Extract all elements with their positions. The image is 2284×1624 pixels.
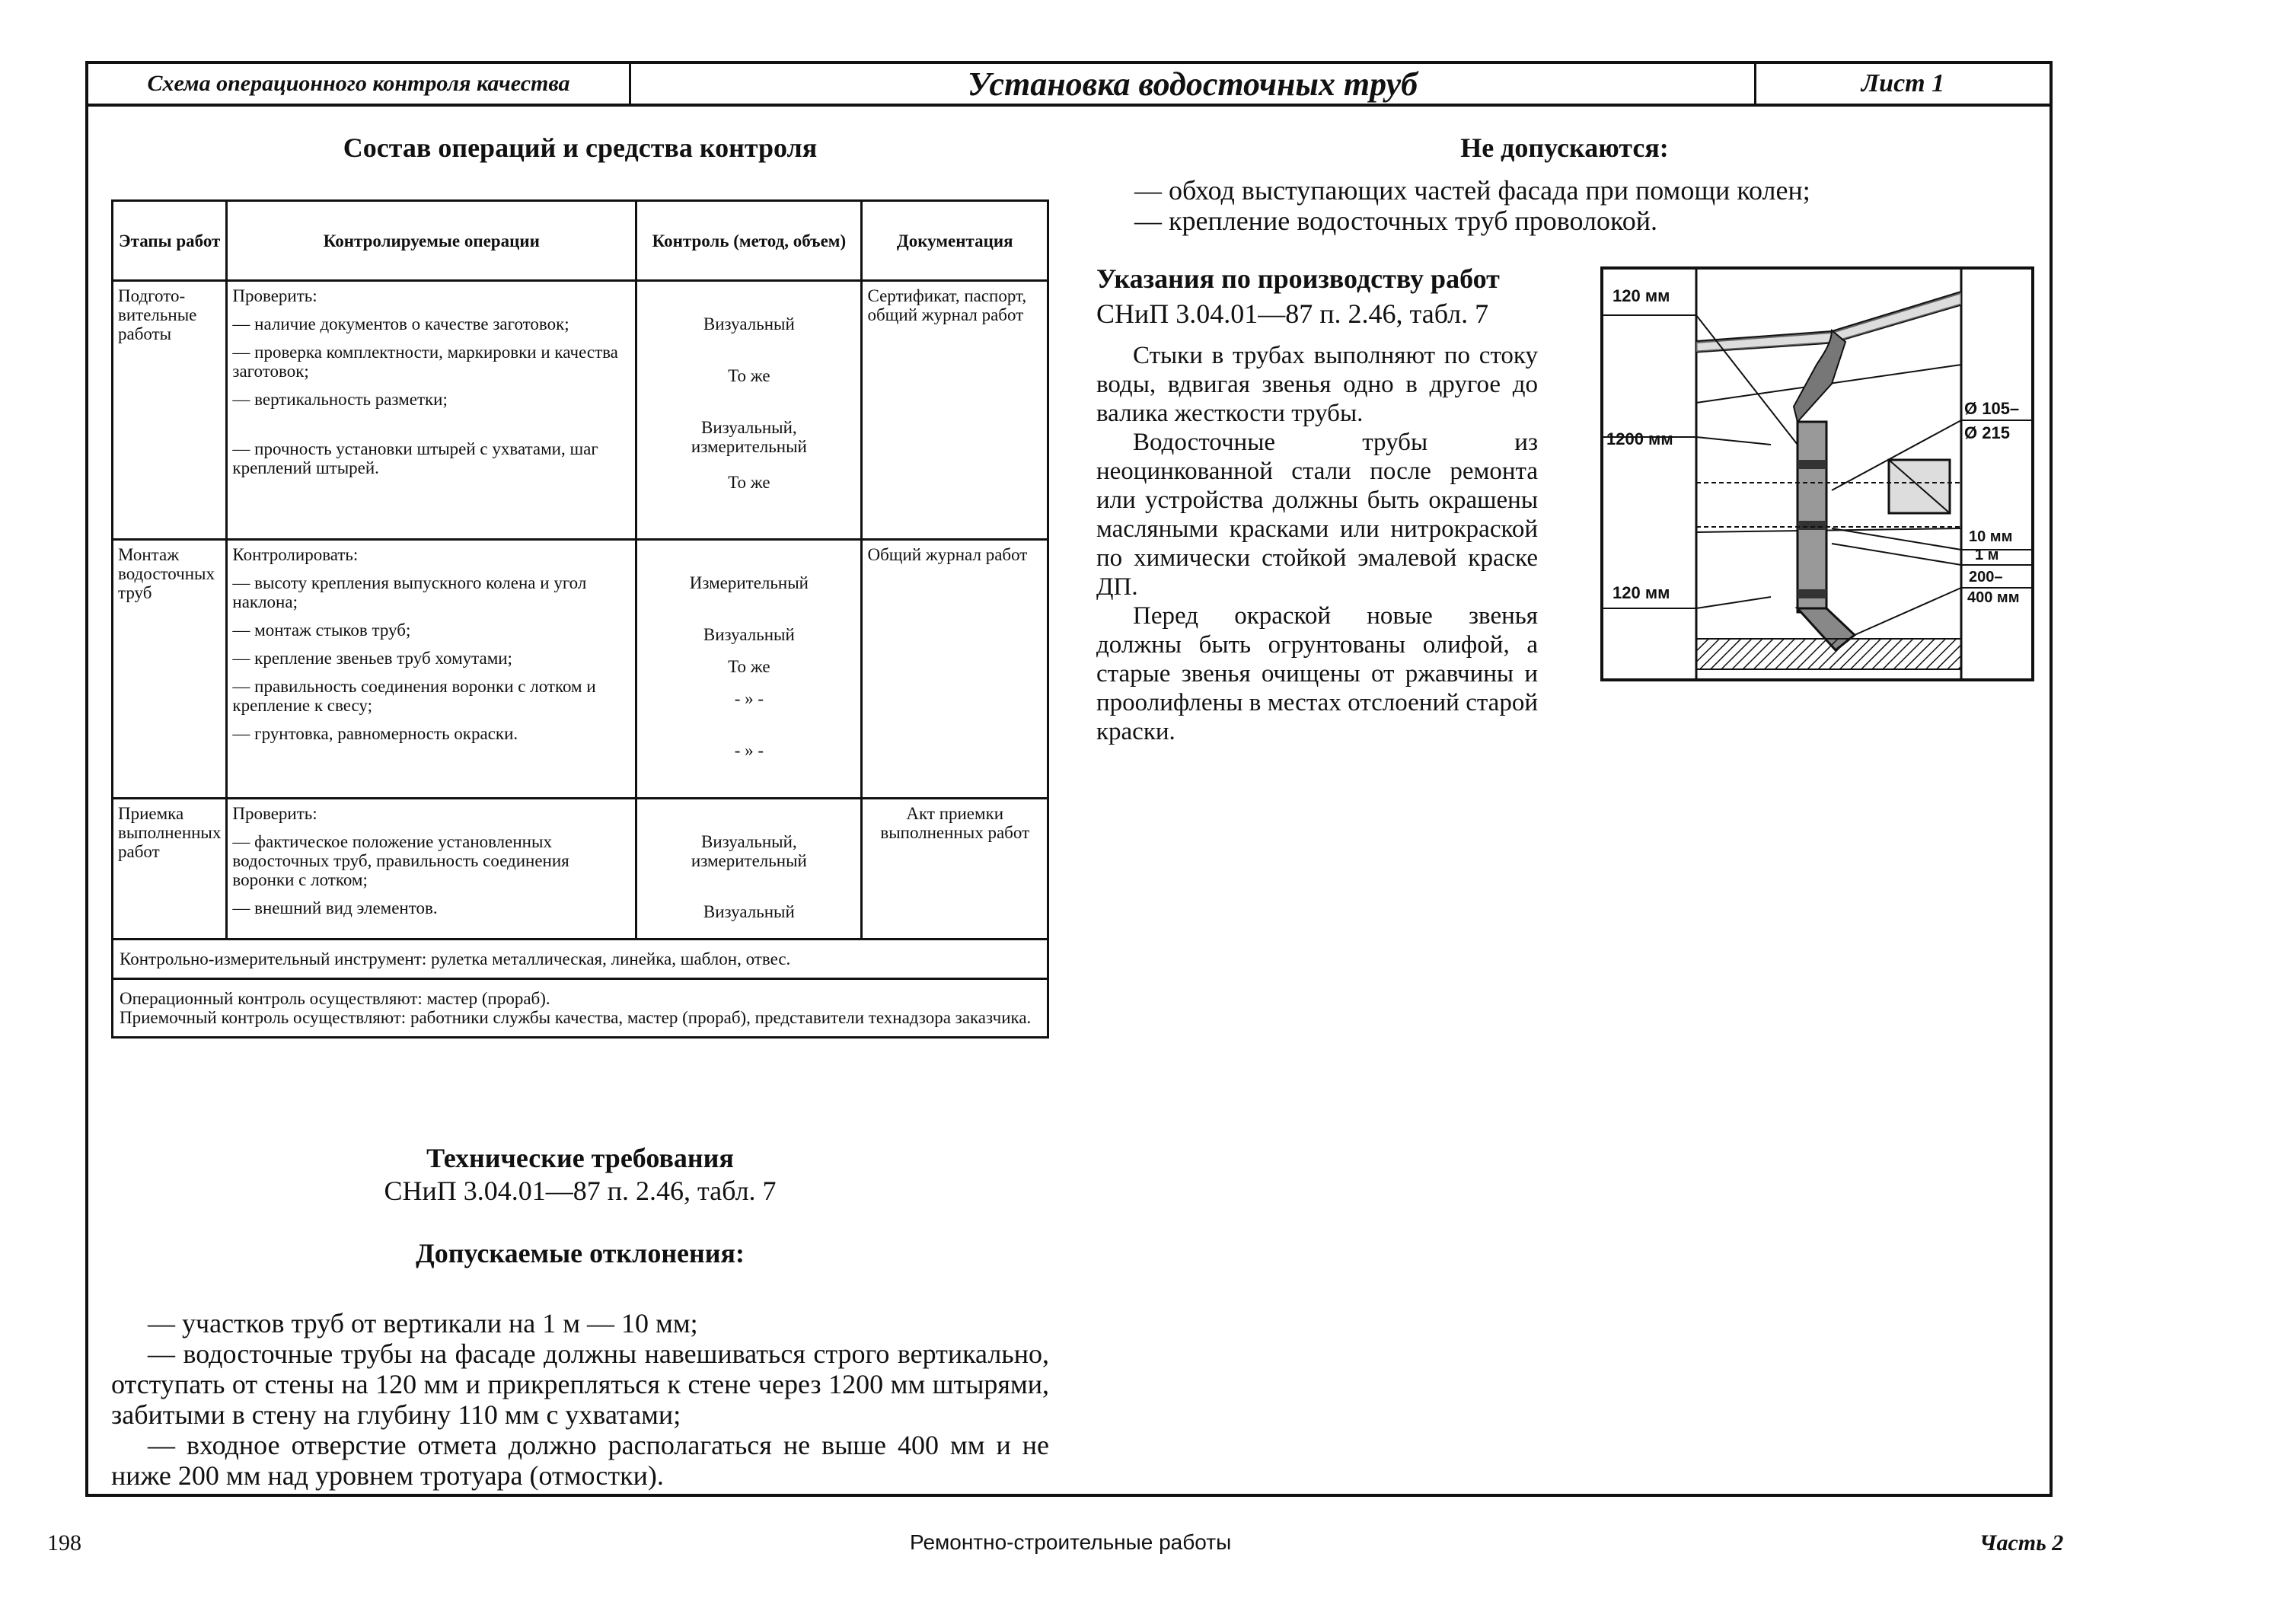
operation-item: — наличие документов о качестве заготовок; [232,314,569,333]
dim-label-top: 120 мм [1613,286,1670,305]
operation-item: — проверка комплектности, маркировки и качества заготовок; [232,343,618,381]
operations-table [111,199,1049,1039]
dim-label-200: 200– [1969,569,2003,585]
col-header-operations: Контролируемые операции [227,201,636,281]
control-method: - » - [734,689,764,708]
instructions-title: Указания по производству работ [1096,263,1500,294]
docs-cell: Общий журнал работ [862,540,1048,799]
page-number: 198 [47,1530,81,1555]
control-method: Визуальный, измерительный [691,418,807,456]
dim-label-1m: 1 м [1975,547,1999,563]
table-row [113,799,1048,940]
docs-cell: Сертификат, паспорт, общий журнал работ [862,281,1048,540]
stage-cell: Приемка выполненных работ [113,799,227,940]
dim-label-bottom: 120 мм [1613,583,1670,602]
control-method: Визуальный [703,314,795,333]
instructions-paragraph: Перед окраской новые звенья должны быть огрунтованы олифой, а старые звенья очищены от ржавчины и проолифлены в местах отслоений старой краски. [1096,602,1538,745]
col-header-stage: Этапы работ [113,201,227,281]
header-bar [85,61,2053,107]
control-method: Визуальный, измерительный [691,832,807,870]
table-row [113,979,1048,1038]
operations-cell [227,281,636,540]
operation-item: — внешний вид элементов. [232,898,438,917]
control-method: То же [728,473,770,492]
dim-label-diam2: Ø 215 [1964,423,2010,442]
stage-cell: Монтаж водосточных труб [113,540,227,799]
instructions-ref: СНиП 3.04.01—87 п. 2.46, табл. 7 [1096,298,1489,329]
scheme-label: Схема операционного контроля качества [88,64,631,104]
control-note: Операционный контроль осуществляют: мастер (прораб). [120,989,550,1008]
deviation-item: — водосточные трубы на фасаде должны навешиваться строго вертикально, отступать от стены на 120 мм и прикрепляться к стене через 1200 мм штырями, забитыми в стену на глубину 110 мм с ухватами; [111,1338,1049,1430]
docs-cell: Акт приемки выполненных работ [862,799,1048,940]
table-row [113,940,1048,979]
control-notes-cell [113,979,1048,1038]
col-header-docs: Документация [862,201,1048,281]
control-method: Визуальный [703,625,795,644]
control-cell [636,540,862,799]
control-cell [636,799,862,940]
table-row [113,281,1048,540]
dim-label-10mm: 10 мм [1969,528,2013,545]
instrument-cell: Контрольно-измерительный инструмент: рулетка металлическая, линейка, шаблон, отвес. [113,940,1048,979]
operations-cell [227,540,636,799]
control-method: То же [728,657,770,676]
not-allowed-item: — обход выступающих частей фасада при помощи колен; [1134,175,1810,206]
deviations-list [111,1308,1049,1491]
operation-item: — грунтовка, равномерность окраски. [232,724,518,743]
not-allowed-title: Не допускаются: [1460,132,1669,163]
operation-item: — высоту крепления выпускного колена и угол наклона; [232,573,587,611]
table-header-row [113,201,1048,281]
col-header-control: Контроль (метод, объем) [636,201,862,281]
instructions-paragraph: Водосточные трубы из неоцинкованной стали после ремонта или устройства должны быть окрашены масляными красками или нитрокраской по химически стойкой эмалевой краске ДП. [1096,429,1538,601]
operation-item: — крепление звеньев труб хомутами; [232,649,512,668]
footer-center-text: Ремонтно-строительные работы [910,1530,1232,1554]
dim-label-diam1: Ø 105– [1964,399,2020,418]
operation-item: — прочность установки штырей с ухватами, шаг креплений штырей. [232,439,598,477]
deviation-item: — входное отверстие отмета должно располагаться не выше 400 мм и не ниже 200 мм над уровнем тротуара (отмостки). [111,1430,1049,1491]
control-note: Приемочный контроль осуществляют: работники службы качества, мастер (прораб), представители технадзора заказчика. [120,1008,1032,1027]
tech-ref: СНиП 3.04.01—87 п. 2.46, табл. 7 [384,1176,777,1206]
not-allowed-list [1134,175,2033,236]
instructions-body [1096,341,1538,746]
sheet-label: Лист 1 [1861,69,1945,97]
control-method: Измерительный [689,573,809,592]
operations-intro: Контролировать: [232,545,359,564]
footer-part: Часть 2 [1979,1530,2064,1555]
deviations-title: Допускаемые отклонения: [416,1238,745,1268]
not-allowed-item: — крепление водосточных труб проволокой. [1134,206,1657,236]
operation-item: — вертикальность разметки; [232,390,448,409]
control-method: - » - [734,741,764,760]
control-method: Визуальный [703,902,795,921]
page-title: Установка водосточных труб [631,64,1756,104]
dim-label-mid: 1200 мм [1606,429,1673,448]
operations-intro: Проверить: [232,804,317,823]
operation-item: — правильность соединения воронки с лотком и крепление к свесу; [232,677,596,715]
control-method: То же [728,366,770,385]
section-title-ops: Состав операций и средства контроля [343,132,818,163]
downpipe-drawing [1603,270,2031,678]
operation-item: — монтаж стыков труб; [232,621,411,640]
dim-label-400: 400 мм [1967,589,2020,606]
stage-cell: Подгото-вительные работы [113,281,227,540]
control-cell [636,281,862,540]
table-row [113,540,1048,799]
operations-intro: Проверить: [232,286,317,305]
tech-title: Технические требования [426,1143,734,1173]
downpipe-diagram [1600,266,2034,681]
deviation-item: — участков труб от вертикали на 1 м — 10 мм; [148,1308,698,1338]
operations-cell [227,799,636,940]
operation-item: — фактическое положение установленных водосточных труб, правильность соединения воронки с лотком; [232,832,569,889]
instructions-paragraph: Стыки в трубах выполняют по стоку воды, вдвигая звенья одно в другое до валика жесткости трубы. [1096,342,1538,427]
